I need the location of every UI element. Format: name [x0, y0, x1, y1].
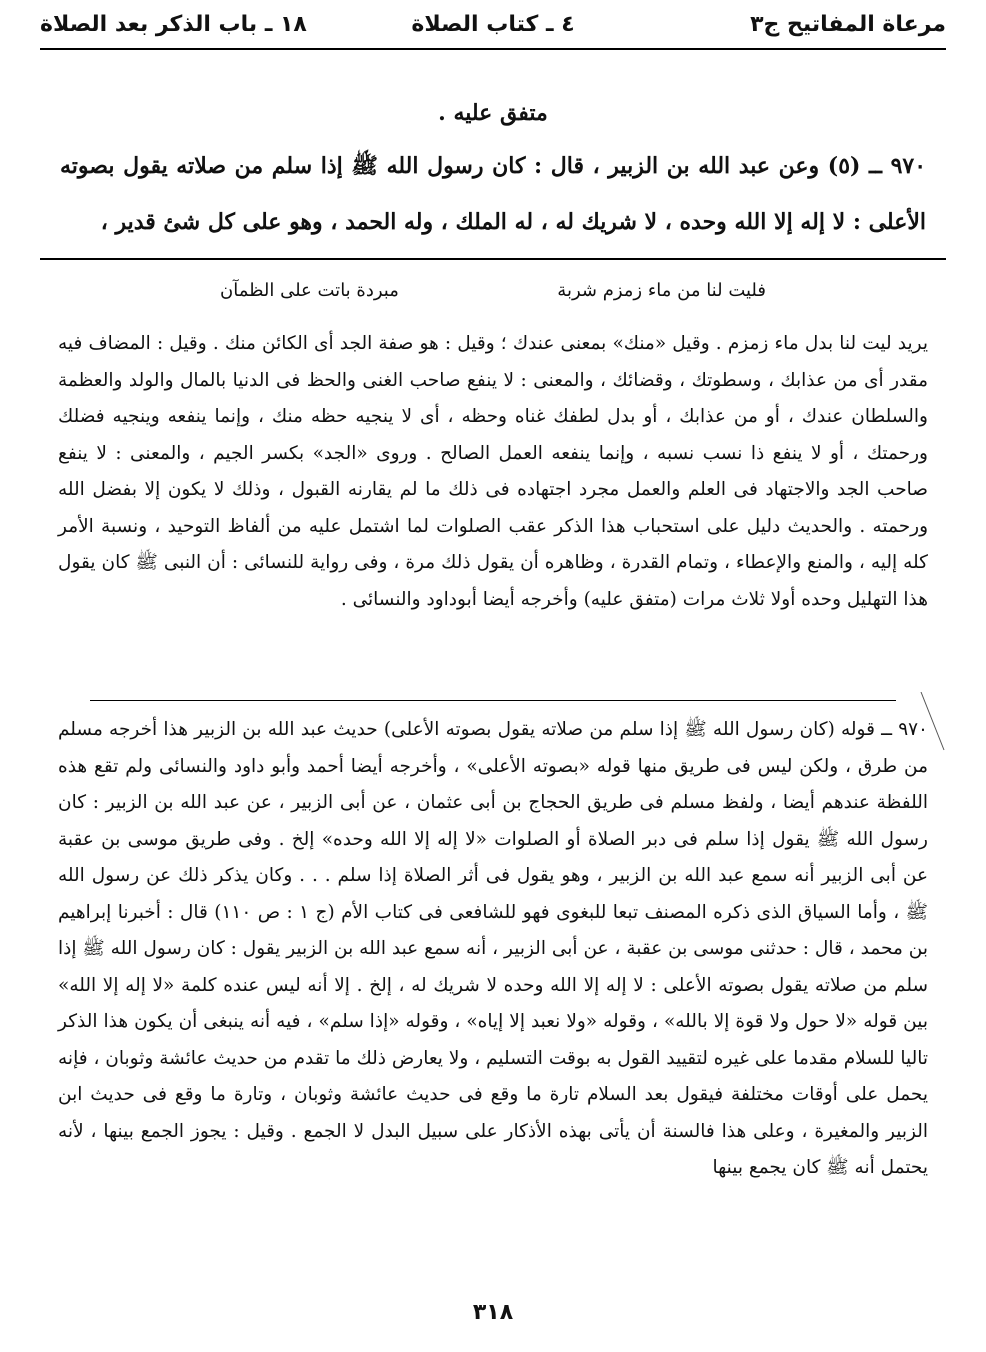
- poem-verse: [220, 280, 766, 312]
- hadith-text: ٩٧٠ ــ (٥) وعن عبد الله بن الزبير ، قال : كان رسول الله ﷺ إذا سلم من صلاته يقول بصوته الأعلى : لا إله إلا الله وحده ، لا شريك له ، له الملك ، وله الحمد ، وهو على كل شئ قدير ،: [60, 153, 927, 235]
- main-text-rule: [40, 258, 946, 260]
- header-book-section: ٤ ـ كتاب الصلاة: [411, 12, 575, 37]
- header-rule: [40, 48, 946, 50]
- footnote-paragraph: ٩٧٠ ــ قوله (كان رسول الله ﷺ إذا سلم من صلاته يقول بصوته الأعلى) حديث عبد الله بن الزبير هذا أخرجه مسلم من طرق ، ولكن ليس فى طريق منها قوله «بصوته الأعلى» ، وأخرجه أيضا أحمد وأبو داود والنسائى ولم تقع هذه اللفظة عندهم أيضا ، ولفظ مسلم فى طريق الحجاج بن أبى عثمان ، عن أبى الزبير ، عن عبد الله بن الزبير : كان رسول الله ﷺ يقول إذا سلم فى دبر الصلاة أو الصلوات «لا إله إلا الله وحده» إلخ . وفى طريق موسى بن عقبة عن أبى الزبير أنه سمع عبد الله بن الزبير ، وهو يقول فى أثر الصلاة إذا سلم . . . وكان يذكر ذلك عن رسول الله ﷺ ، وأما السياق الذى ذكره المصنف تبعا للبغوى فهو للشافعى فى كتاب الأم (ج ١ : ص ١١٠) قال : أخبرنا إبراهيم بن محمد ، قال : حدثنى موسى بن عقبة ، عن أبى الزبير ، أنه سمع عبد الله بن الزبير يقول : كان رسول الله ﷺ إذا سلم من صلاته يقول بصوته الأعلى : لا إله إلا الله وحده لا شريك له ، إلخ . إلا أنه ليس عنده كلمة «لا إله إلا الله» بين قوله «لا حول ولا قوة إلا بالله» ، وقوله «ولا نعبد إلا إياه» ، وقوله «إذا سلم» ، فيه أنه ينبغى أن يكون هذا الذكر تاليا للسلام مقدما على غيره لتقييد القول به بوقت التسليم ، ولا يعارض ذلك ما تقدم من حديث عائشة وثوبان ، فإنه يحمل على أوقات مختلفة فيقول بعد السلام تارة ما وقع فى حديث عائشة وثوبان ، وتارة ما وقع فى حديث ابن الزبير والمغيرة ، وعلى هذا فالسنة أن يأتى بهذه الأذكار على سبيل البدل لا الجمع . وقيل : يجوز الجمع بينها ، لأنه يحتمل أنه ﷺ كان يجمع بينها: [58, 719, 928, 1178]
- page-number: ٣١٨: [472, 1300, 514, 1325]
- header-book-title: مرعاة المفاتيح ج٣: [750, 12, 946, 37]
- muttafaq-heading: متفق عليه .: [438, 100, 548, 126]
- header-chapter-title: ١٨ ـ باب الذكر بعد الصلاة: [40, 12, 307, 37]
- poem-first-hemistich: فليت لنا من ماء زمزم شربة: [557, 280, 766, 301]
- commentary-paragraph: يريد ليت لنا بدل ماء زمزم . وقيل «منك» بمعنى عندك ؛ وقيل : هو صفة الجد أى الكائن منك . وقيل : المضاف فيه مقدر أى من عذابك ، وسطوتك ، وقضائك ، والمعنى : لا ينفع صاحب الغنى والحظ فى الدنيا بالمال والولد والعظمة والسلطان عندك ، أو من عذابك ، أو بدل لطفك غناه وحظه ، أى لا ينجيه حظه منك ، وإنما ينفعه وينجيه فضلك ورحمتك ، أو لا ينفع ذا نسب نسبه ، وإنما ينفعه العمل الصالح . وروى «الجد» بكسر الجيم ، والمعنى : لا ينفع صاحب الجد والاجتهاد فى العلم والعمل مجرد اجتهاده فى ذلك ما لم يقارنه القبول ، وذلك لا يكون إلا بفضل الله ورحمته . والحديث دليل على استحباب هذا الذكر عقب الصلوات لما اشتمل عليه من ألفاظ التوحيد ، ونسبة الأمر كله إليه ، والمنع والإعطاء ، وتمام القدرة ، وظاهره أن يقول ذلك مرة ، وفى رواية للنسائى : أن النبى ﷺ كان يقول هذا التهليل وحده أولا ثلاث مرات (متفق عليه) وأخرجه أيضا أبوداود والنسائى .: [58, 333, 928, 610]
- running-header: [40, 10, 946, 46]
- footnote-rule: [90, 700, 896, 701]
- poem-second-hemistich: مبردة باتت على الظمآن: [220, 280, 399, 301]
